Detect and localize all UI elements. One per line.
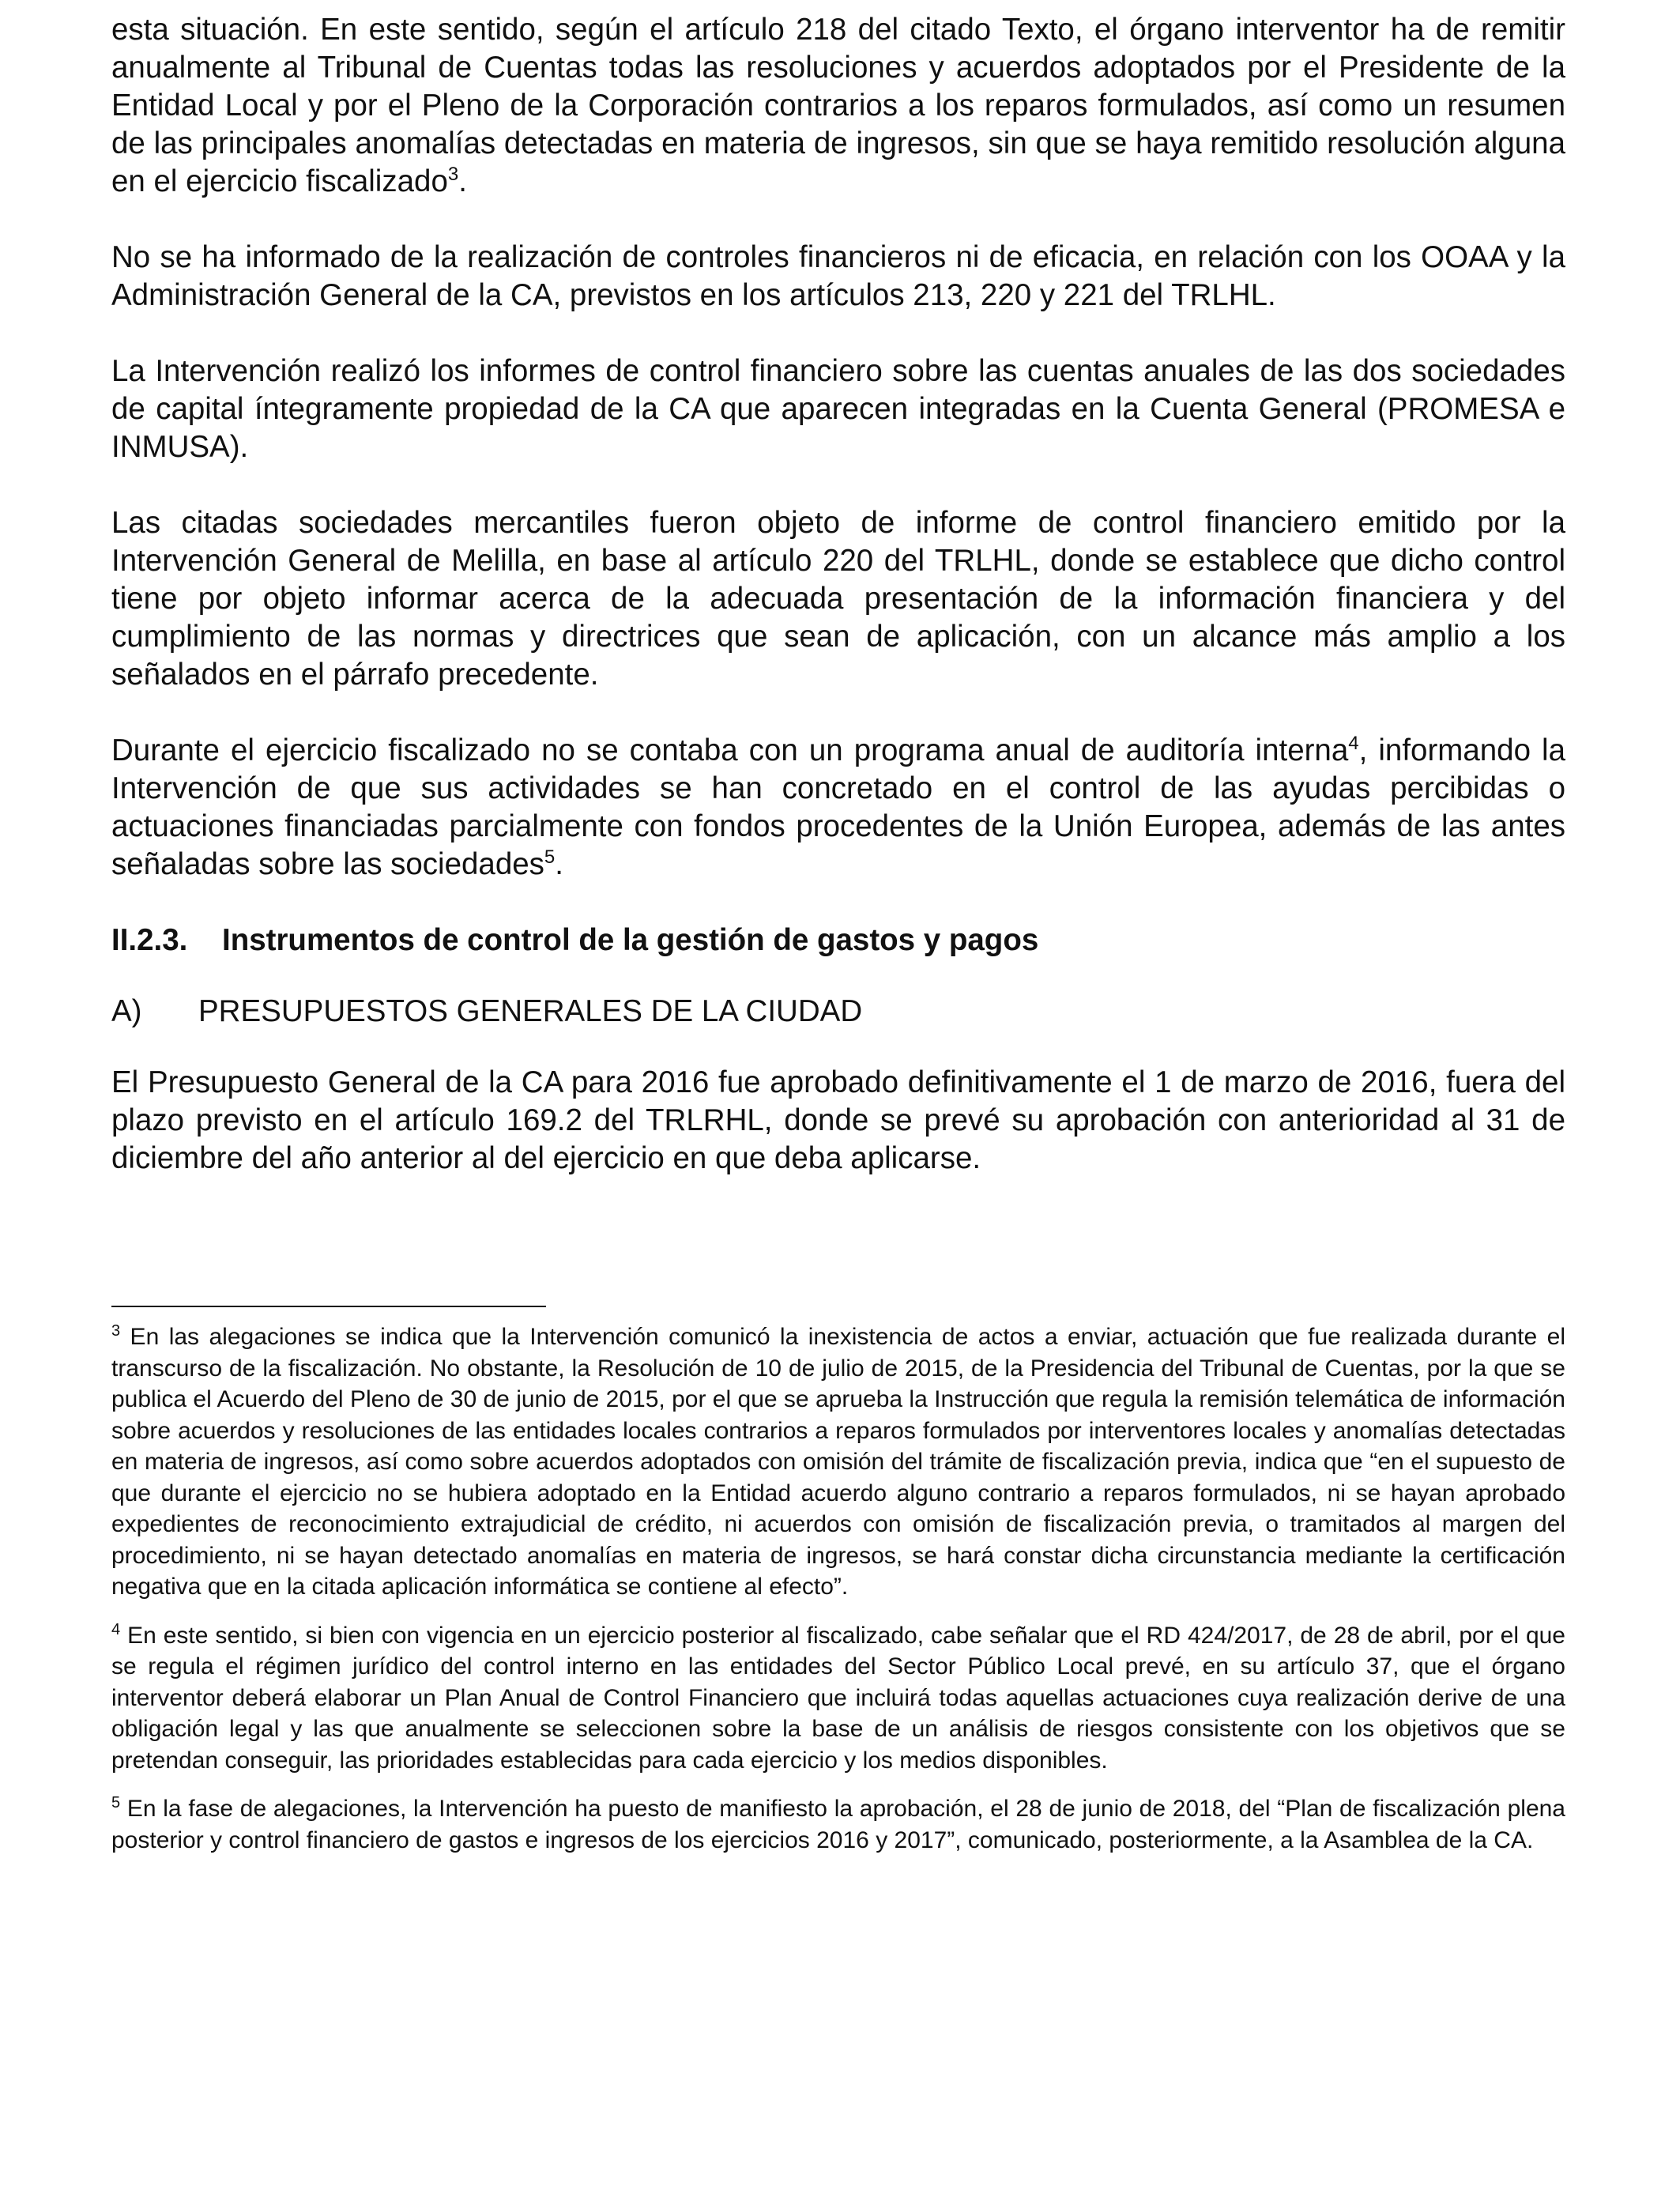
paragraph-end: . [555,847,563,881]
footnote-mark: 5 [111,1794,121,1811]
paragraph-sociedades-mercantiles: Las citadas sociedades mercantiles fueron objeto de informe de control financiero emitido por la Intervención General de Melilla, en base al artículo 220 del TRLHL, donde se establece que dicho control tiene por objeto informar acerca de la adecuada presentación de la información financiera y del cumplimiento de las normas y directrices que sean de aplicación, con un alcance más amplio a los señalados en el párrafo precedente. [111,506,1565,692]
footnote-4 [111,1620,1565,1777]
paragraph-reparos [111,11,1565,201]
paragraph-text-a: Durante el ejercicio fiscalizado no se contaba con un programa anual de auditoría interna [111,733,1349,767]
footnotes [111,1321,1565,1873]
section-number: II.2.3. [111,923,188,957]
subsection-title: PRESUPUESTOS GENERALES DE LA CIUDAD [198,994,863,1028]
document-body [111,11,1565,1216]
footnote-separator [111,1306,546,1307]
subsection-heading [111,993,1565,1031]
paragraph-controles-financieros: No se ha informado de la realización de controles financieros ni de eficacia, en relación con los OOAA y la Administración General de la CA, previstos en los artículos 213, 220 y 221 del TRLHL. [111,240,1565,312]
subsection-number: A) [111,994,142,1028]
footnote-3 [111,1321,1565,1603]
footnote-mark: 4 [111,1620,121,1638]
paragraph-informes-sociedades: La Intervención realizó los informes de control financiero sobre las cuentas anuales de las dos sociedades de capital íntegramente propiedad de la CA que aparecen integradas en la Cuenta General (PROMESA e INMUSA). [111,354,1565,464]
footnote-text: En las alegaciones se indica que la Intervención comunicó la inexistencia de actos a enviar, actuación que fue realizada durante el transcurso de la fiscalización. No obstante, la Resolución de 10 de julio de 2015, de la Presidencia del Tribunal de Cuentas, por la que se publica el Acuerdo del Pleno de 30 de junio de 2015, por el que se aprueba la Instrucción que regula la remisión telemática de información sobre acuerdos y resoluciones de las entidades locales contrarios a reparos formulados por interventores locales y anomalías detectadas en materia de ingresos, así como sobre acuerdos adoptados con omisión del trámite de fiscalización previa, indica que “en el supuesto de que durante el ejercicio no se hubiera adoptado en la Entidad acuerdo alguno contrario a reparos formulados, ni se hayan aprobado expedientes de reconocimiento extrajudicial de crédito, ni acuerdos con omisión de fiscalización previa, o tramitados al margen del procedimiento, ni se hayan detectado anomalías en materia de ingresos, se hará constar dicha circunstancia mediante la certificación negativa que en la citada aplicación informática se contiene al efecto”. [111,1324,1565,1600]
footnote-text: En este sentido, si bien con vigencia en un ejercicio posterior al fiscalizado, cabe señalar que el RD 424/2017, de 28 de abril, por el que se regula el régimen jurídico del control interno en las entidades del Sector Público Local prevé, en su artículo 37, que el órgano interventor deberá elaborar un Plan Anual de Control Financiero que incluirá todas aquellas actuaciones cuya realización derive de una obligación legal y las que anualmente se seleccionen sobre la base de un análisis de riesgos consistente con los objetivos que se pretendan conseguir, las prioridades establecidas para cada ejercicio y los medios disponibles. [111,1622,1565,1774]
footnote-5 [111,1793,1565,1856]
section-heading [111,922,1565,959]
paragraph-presupuesto: El Presupuesto General de la CA para 2016 fue aprobado definitivamente el 1 de marzo de 2016, fuera del plazo previsto en el artículo 169.2 del TRLRHL, donde se prevé su aprobación con anterioridad al 31 de diciembre del año anterior al del ejercicio en que deba aplicarse. [111,1065,1565,1175]
footnote-ref-5[interactable]: 5 [544,846,556,869]
footnote-ref-4[interactable]: 4 [1348,733,1359,755]
paragraph-auditoria-interna [111,732,1565,884]
section-title: Instrumentos de control de la gestión de gastos y pagos [222,923,1039,957]
paragraph-text: esta situación. En este sentido, según el artículo 218 del citado Texto, el órgano interventor ha de remitir anualmente al Tribunal de Cuentas todas las resoluciones y acuerdos adoptados por el Presidente de la Entidad Local y por el Pleno de la Corporación contrarios a los reparos formulados, así como un resumen de las principales anomalías detectadas en materia de ingresos, sin que se haya remitido resolución alguna en el ejercicio fiscalizado [111,13,1565,198]
paragraph-text-b: , informando la Intervención de que sus actividades se han concretado en el control de las ayudas percibidas o actuaciones financiadas parcialmente con fondos procedentes de la Unión Europea, además de las antes señaladas sobre las sociedades [111,733,1565,881]
paragraph-end: . [458,164,467,198]
footnote-text: En la fase de alegaciones, la Intervención ha puesto de manifiesto la aprobación, el 28 de junio de 2018, del “Plan de fiscalización plena posterior y control financiero de gastos e ingresos de los ejercicios 2016 y 2017”, comunicado, posteriormente, a la Asamblea de la CA. [111,1796,1565,1853]
footnote-mark: 3 [111,1322,121,1340]
footnote-ref-3[interactable]: 3 [447,164,459,186]
